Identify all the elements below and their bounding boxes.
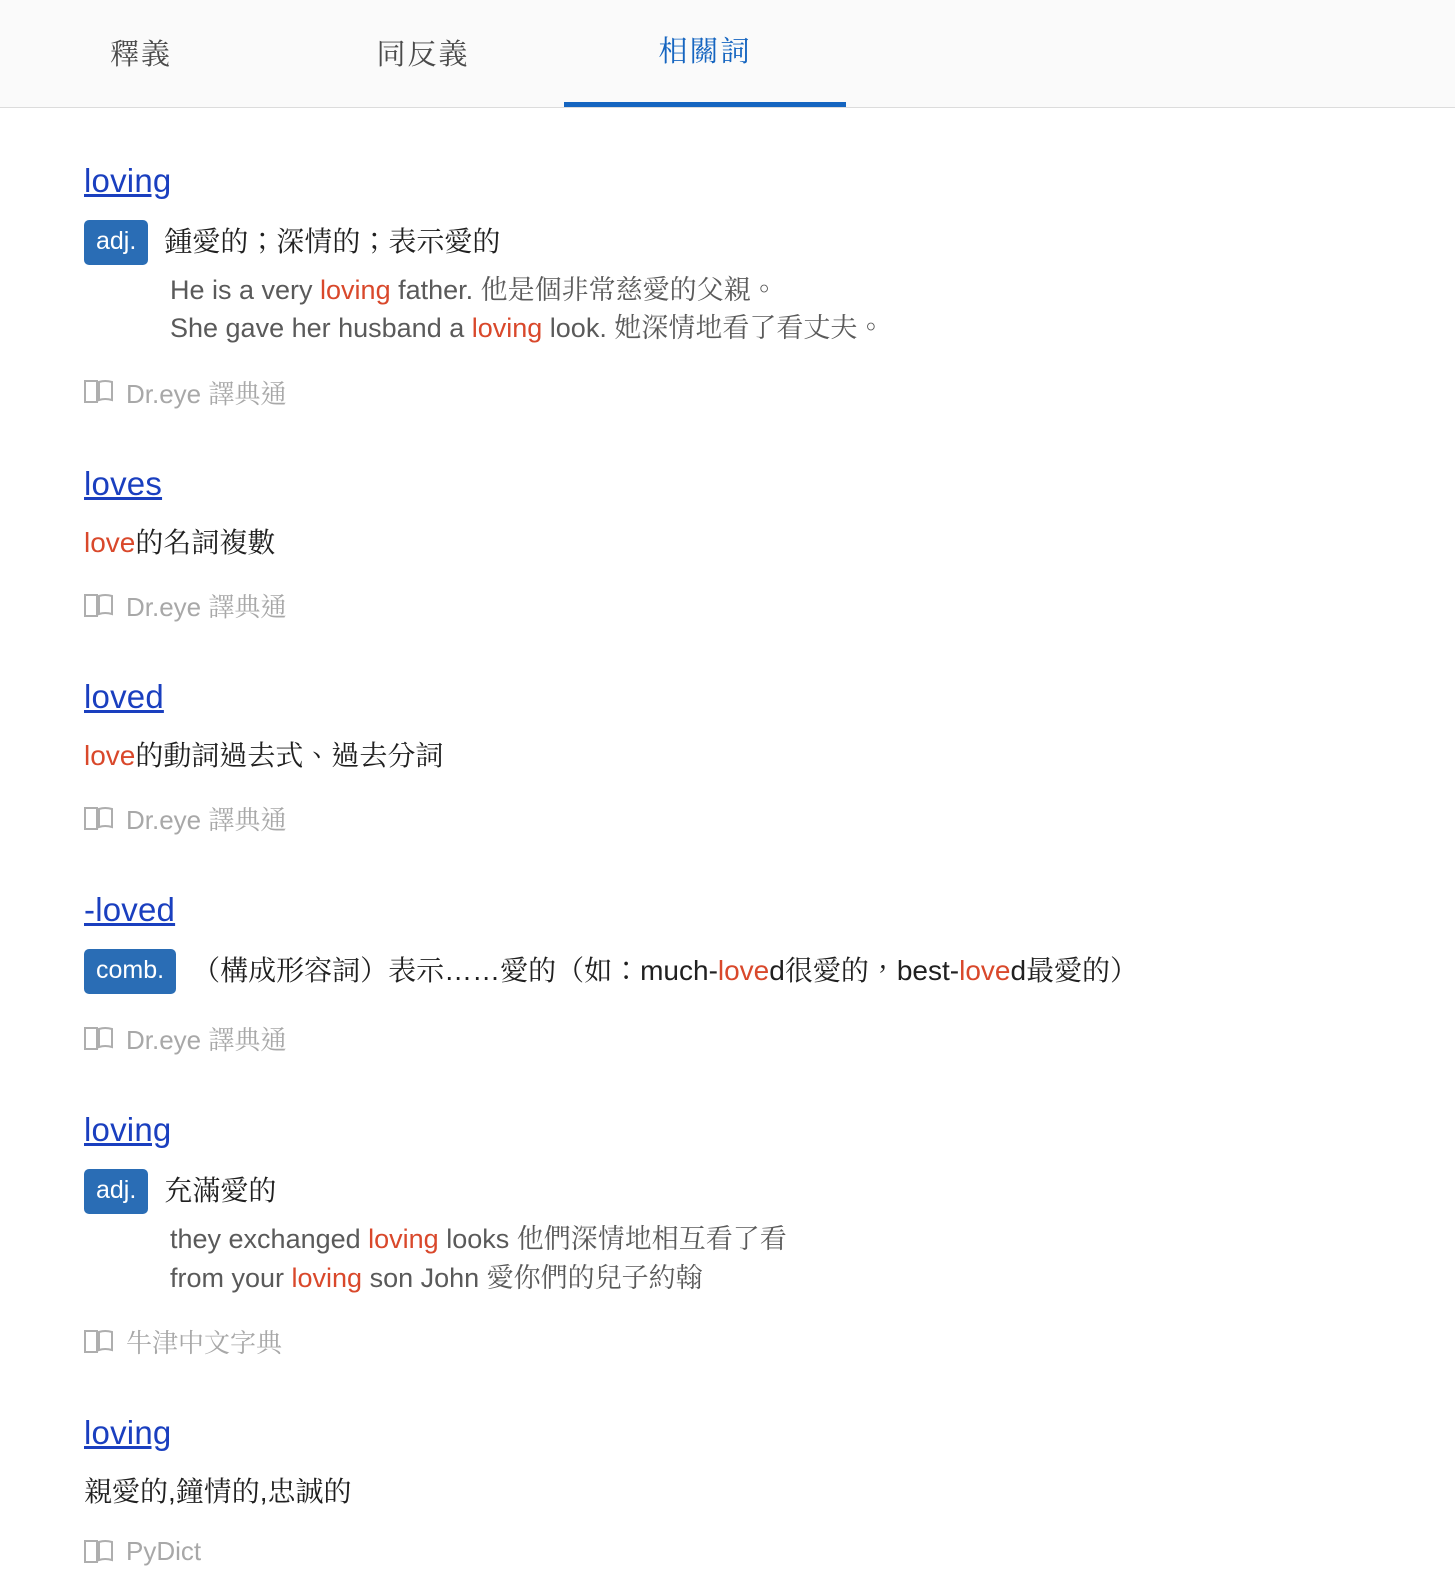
entry-loves-dreye	[0, 465, 1455, 624]
definition-highlight: love	[84, 526, 136, 558]
definition-rest: 的動詞過去式、過去分詞	[135, 740, 444, 772]
spacer	[0, 411, 1455, 465]
example-sentence	[170, 1259, 1371, 1297]
tab-bar	[0, 0, 1455, 108]
source-label: Dr.eye 譯典通	[126, 1025, 287, 1056]
example-highlight: loving	[291, 1262, 363, 1293]
book-icon	[84, 593, 114, 619]
headword-link[interactable]: loves	[84, 464, 163, 502]
source-row	[84, 374, 1371, 411]
spacer	[0, 837, 1455, 891]
definition-part: （構成形容詞）表示……愛的（如：much-	[192, 955, 718, 987]
definition-highlight: love	[84, 740, 136, 772]
example-sentence	[170, 309, 1371, 347]
tab-synonyms[interactable]: 同反義	[282, 0, 564, 107]
example-pre: they exchanged	[170, 1224, 369, 1255]
source-row	[84, 800, 1371, 837]
example-highlight: loving	[320, 275, 391, 305]
source-label: Dr.eye 譯典通	[126, 378, 287, 409]
definition-text: 鍾愛的；深情的；表示愛的	[164, 226, 501, 257]
part-of-speech-badge: comb.	[84, 949, 176, 994]
book-icon	[84, 1026, 114, 1052]
example-list	[170, 1220, 1371, 1297]
spacer	[0, 1360, 1455, 1414]
definition-text	[84, 1474, 1371, 1510]
source-label: 牛津中文字典	[126, 1328, 283, 1359]
sense-row	[84, 949, 1371, 994]
definition-part: d最愛的）	[1010, 955, 1139, 987]
example-list	[170, 271, 1371, 348]
entry-loving-pydict	[0, 1414, 1455, 1567]
book-icon	[84, 1329, 114, 1355]
source-row	[84, 1020, 1371, 1057]
book-icon	[84, 1539, 114, 1565]
sense-row	[84, 220, 1371, 265]
example-pre: He is a very	[170, 275, 321, 305]
source-label: Dr.eye 譯典通	[126, 805, 287, 836]
headword-link[interactable]: loving	[84, 1414, 172, 1452]
definition-highlight: love	[959, 955, 1011, 987]
source-row	[84, 1536, 1371, 1567]
example-highlight: loving	[368, 1224, 439, 1255]
example-post: looks 他們深情地相互看了看	[438, 1224, 787, 1255]
example-sentence	[170, 271, 1371, 309]
example-pre: from your	[170, 1262, 292, 1293]
example-highlight: loving	[471, 313, 543, 344]
part-of-speech-badge: adj.	[84, 220, 148, 265]
entry-loving-oxford	[0, 1111, 1455, 1360]
headword-link[interactable]: loved	[84, 678, 164, 716]
example-sentence	[170, 1220, 1371, 1258]
source-label: PyDict	[126, 1536, 202, 1567]
definition-text: 充滿愛的	[164, 1175, 277, 1207]
example-post: look. 她深情地看了看丈夫。	[542, 313, 885, 344]
source-row	[84, 587, 1371, 624]
example-pre: She gave her husband a	[170, 313, 472, 344]
spacer	[0, 108, 1455, 162]
spacer	[0, 624, 1455, 678]
tab-related[interactable]: 相關詞	[564, 0, 846, 107]
entry-loving-dreye	[0, 162, 1455, 411]
definition-text	[84, 738, 1371, 774]
book-icon	[84, 379, 114, 405]
definition-rest: 親愛的,鐘情的,忠誠的	[84, 1476, 352, 1508]
example-post: son John 愛你們的兒子約翰	[362, 1262, 703, 1293]
headword-link[interactable]: loving	[84, 162, 172, 199]
sense-row	[84, 1169, 1371, 1214]
definition-text	[192, 949, 1138, 989]
definition-part: d很愛的，best-	[769, 955, 960, 987]
entry-loved-comb-dreye	[0, 891, 1455, 1057]
tab-definition[interactable]: 釋義	[0, 0, 282, 107]
definition-highlight: love	[717, 955, 770, 987]
book-icon	[84, 806, 114, 832]
spacer	[0, 1057, 1455, 1111]
source-label: Dr.eye 譯典通	[126, 592, 287, 623]
headword-link[interactable]: -loved	[84, 891, 176, 929]
example-post: father. 他是個非常慈愛的父親。	[390, 275, 778, 305]
definition-text	[84, 525, 1371, 561]
source-row	[84, 1323, 1371, 1360]
headword-link[interactable]: loving	[84, 1111, 172, 1149]
related-words-list	[0, 108, 1455, 1587]
entry-loved-dreye	[0, 678, 1455, 837]
definition-rest: 的名詞複數	[135, 526, 276, 558]
part-of-speech-badge: adj.	[84, 1169, 148, 1214]
